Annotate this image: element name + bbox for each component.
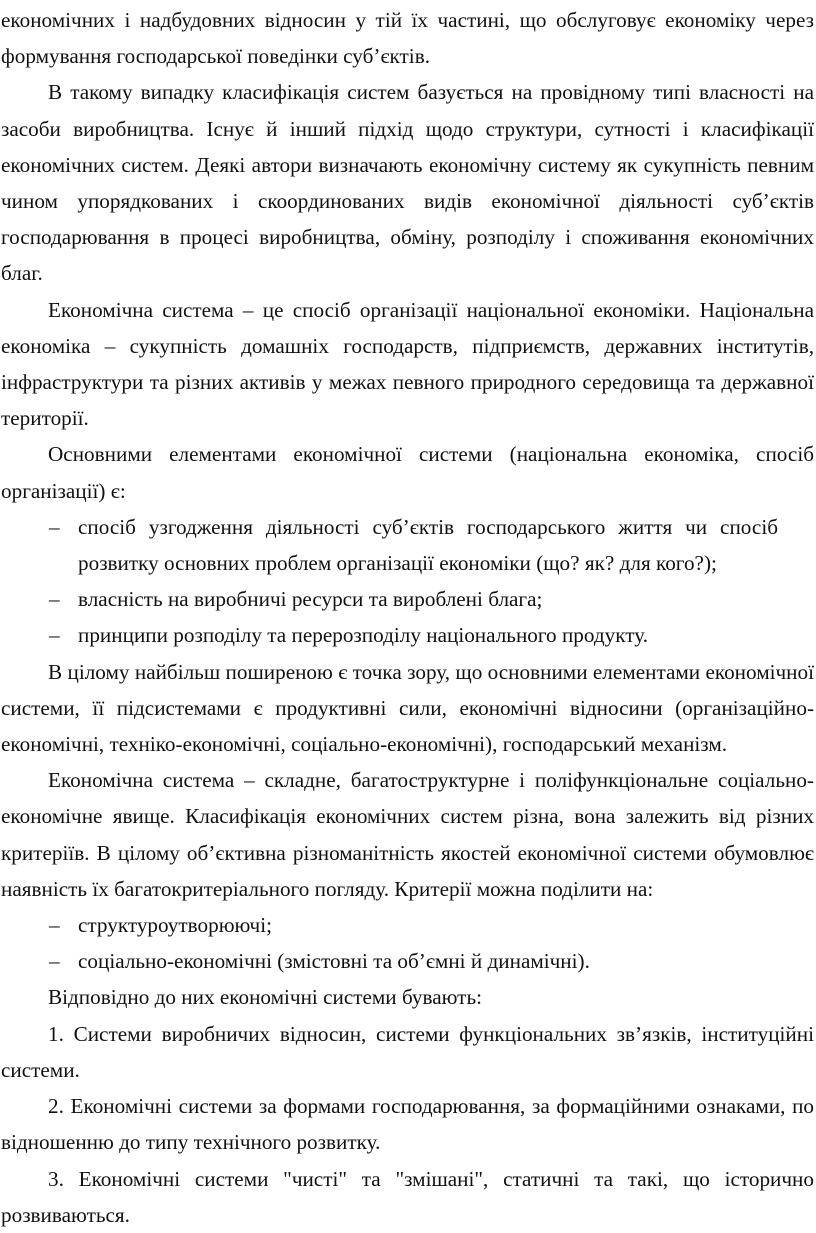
paragraph-elements-intro: Основними елементами економічної системи (національна економіка, спосіб організації) є: — [1, 442, 814, 503]
list-item-text: структуроутворюючі; — [78, 913, 272, 938]
list-item-text: спосіб узгодження діяльності суб’єктів господарського життя чи спосіб розвитку основних проблем організації економіки (що? як? для кого?); — [78, 514, 778, 576]
list-dash: – — [49, 587, 60, 612]
list-item — [1, 943, 814, 979]
paragraph-types-intro: Відповідно до них економічні системи бувають: — [48, 985, 482, 1010]
list-item — [1, 617, 814, 653]
paragraph-subsystems: В цілому найбільш поширеною є точка зору, що основними елементами економічної системи, її підсистемами є продуктивні сили, економічні відносини (організаційно-економічні, техніко-економічні, соціально-економічні), господарський механізм. — [1, 659, 814, 757]
numbered-item-2: 2. Економічні системи за формами господарювання, за формаційними ознаками, по відношенню до типу технічного розвитку. — [1, 1094, 814, 1155]
paragraph-complexity: Економічна система – складне, багатоструктурне і поліфункціональне соціально-економічне явище. Класифікація економічних систем різна, вона залежить від різних критеріїв. В цілому об’єктивна різноманітність якостей економічної системи обумовлює наявність їх багатокритеріального погляду. Критерії можна поділити на: — [1, 768, 814, 901]
list-item — [1, 581, 814, 617]
list-dash: – — [49, 949, 60, 974]
list-item-text: власність на виробничі ресурси та вироблені блага; — [78, 587, 543, 612]
list-item-text: соціально-економічні (змістовні та об’ємні й динамічні). — [78, 949, 590, 974]
list-dash: – — [49, 913, 60, 938]
paragraph-classification: В такому випадку класифікація систем базується на провідному типі власності на засоби виробництва. Існує й інший підхід щодо структури, сутності і класифікації економічних систем. Деякі автори визначають економічну систему як сукупність певним чином упорядкованих і скоординованих видів економічної діяльності суб’єктів господарювання в процесі виробництва, обміну, розподілу і споживання економічних благ. — [1, 80, 814, 286]
paragraph-continuation: економічних і надбудовних відносин у тій їх частині, що обслуговує економіку через формування господарської поведінки суб’єктів. — [1, 8, 814, 69]
numbered-item-3: 3. Економічні системи "чисті" та "змішані", статичні та такі, що історично розвиваються. — [1, 1166, 814, 1227]
numbered-item-1: 1. Системи виробничих відносин, системи функціональних зв’язків, інституційні системи. — [1, 1021, 814, 1082]
list-item-text: принципи розподілу та перерозподілу національного продукту. — [78, 623, 649, 648]
list-item — [1, 907, 814, 943]
list-dash: – — [49, 514, 60, 539]
list-dash: – — [49, 623, 60, 648]
list-item — [1, 509, 814, 581]
paragraph-definition: Економічна система – це спосіб організації національної економіки. Національна економіка – сукупність домашніх господарств, підприємств, державних інститутів, інфраструктури та різних активів у межах певного природного середовища та державної території. — [1, 297, 814, 431]
